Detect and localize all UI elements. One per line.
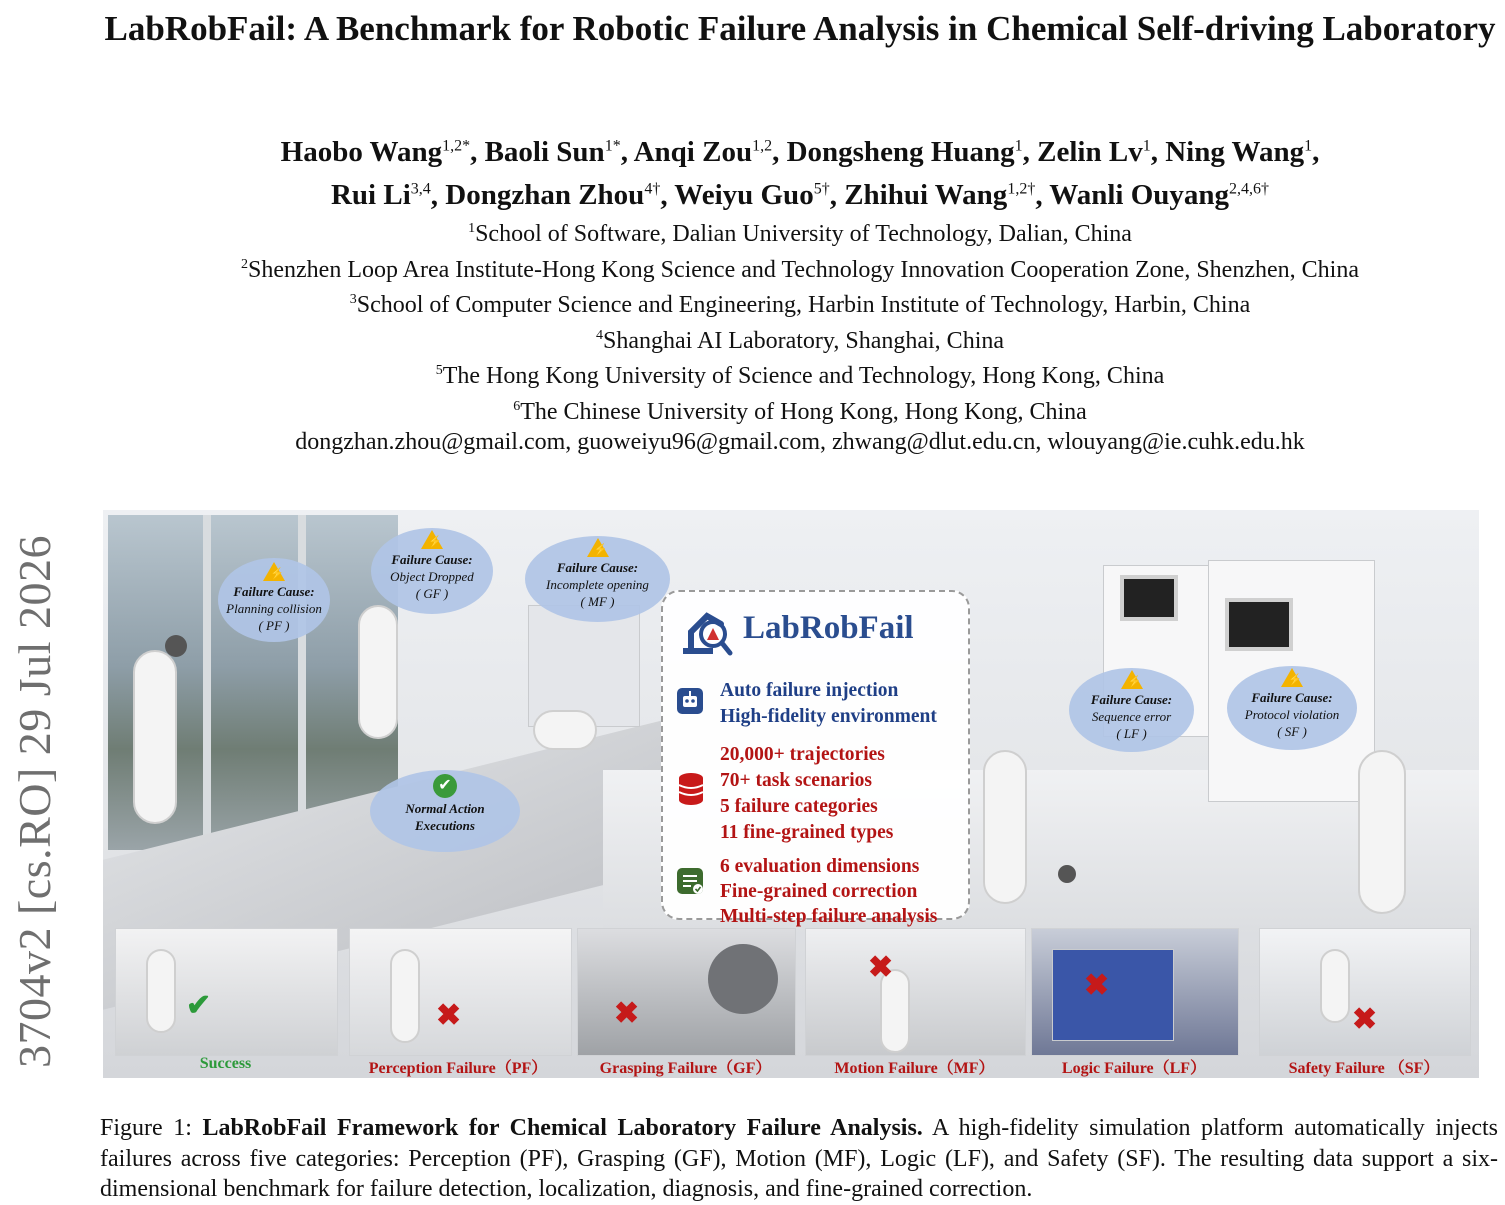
scenario-tile-perception bbox=[349, 928, 572, 1056]
failure-cause-bubble-lf: ⚡ Failure Cause: Sequence error ( LF ) bbox=[1069, 668, 1194, 752]
author-list: Haobo Wang$^{1,2*}$, Baoli Sun$^{1*}$, Anqi Zou$^{1,2}$, Dongsheng Huang$^1$, Zelin Lv$^1$, Ning Wang$^1$, Rui Li$^{3,4}$, Dongzhan Zhou$^{4\dagger}$, Weiyu Guo$^{5\dagger}$, Zhihui Wang$^{1,2\dagger}$, Wanli Ouyang$^{2,4,6\dagger}$ bbox=[280, 135, 1320, 212]
paper-title: LabRobFail: A Benchmark for Robotic Failure Analysis in Chemical Self-driving Laboratory bbox=[104, 9, 1496, 48]
feature-line: 5 failure categories bbox=[720, 796, 878, 817]
database-icon bbox=[677, 772, 703, 798]
failure-cause-bubble-pf: ⚡ Failure Cause: Planning collision ( PF ) bbox=[218, 558, 330, 642]
affiliation: $^4$Shanghai AI Laboratory, Shanghai, China bbox=[595, 327, 1005, 354]
email-list: dongzhan.zhou@gmail.com, guoweiyu96@gmail.com, zhwang@dlut.edu.cn, wlouyang@ie.cuhk.edu.hk bbox=[295, 429, 1305, 455]
document-check-icon bbox=[677, 868, 703, 894]
cross-icon: ✖ bbox=[868, 951, 894, 984]
robot-arm bbox=[133, 650, 177, 824]
tile-label: Grasping Failure（GF） bbox=[599, 1060, 772, 1077]
failure-cause-bubble-sf: ⚡ Failure Cause: Protocol violation ( SF ) bbox=[1227, 666, 1357, 750]
tile-label: Logic Failure（LF） bbox=[1061, 1060, 1207, 1077]
feature-line: 6 evaluation dimensions bbox=[720, 856, 920, 877]
affiliation: $^1$School of Software, Dalian University of Technology, Dalian, China bbox=[468, 221, 1132, 247]
affiliation: $^3$School of Computer Science and Engineering, Harbin Institute of Technology, Harbin, China bbox=[349, 292, 1251, 318]
cross-icon: ✖ bbox=[614, 997, 640, 1030]
tile-label: Safety Failure （SF） bbox=[1288, 1060, 1440, 1077]
tile-label: Motion Failure（MF） bbox=[834, 1060, 995, 1077]
cross-icon: ✖ bbox=[1084, 969, 1110, 1002]
warning-icon: ⚡ bbox=[1121, 670, 1143, 689]
feature-line: 11 fine-grained types bbox=[720, 822, 894, 843]
monitor-screen bbox=[1225, 598, 1293, 651]
author: Ning Wang$^1$ bbox=[1165, 135, 1313, 168]
figure-caption: Figure 1: LabRobFail Framework for Chemical Laboratory Failure Analysis. A high-fidelity simulation platform automatically injects failures across five categories: Perception (PF), Grasping (GF), Motion (MF), Logic (LF), and Safety (SF). The resulting data support a six-dimensional benchmark for failure detection, localization, diagnosis, and fine-grained correction. bbox=[100, 1115, 1498, 1202]
warning-icon: ⚡ bbox=[263, 562, 285, 581]
robot-arm bbox=[358, 605, 398, 739]
scenario-tile-motion bbox=[805, 928, 1026, 1056]
author: Zelin Lv$^1$ bbox=[1037, 135, 1151, 168]
arxiv-identifier: 3704v2 [cs.RO] 29 Jul 2026 bbox=[9, 535, 60, 1069]
cross-icon: ✖ bbox=[1352, 1003, 1378, 1036]
feature-line: High-fidelity environment bbox=[720, 706, 937, 727]
affiliation-list bbox=[100, 214, 1500, 458]
author: Dongzhan Zhou$^{4\dagger}$ bbox=[445, 179, 661, 212]
failure-cause-bubble-gf: ⚡ Failure Cause: Object Dropped ( GF ) bbox=[371, 528, 493, 614]
feature-line: Fine-grained correction bbox=[720, 881, 918, 902]
author: Rui Li$^{3,4}$ bbox=[330, 179, 431, 212]
framework-figure bbox=[103, 510, 1479, 1078]
feature-line: Auto failure injection bbox=[720, 680, 899, 701]
affiliation: $^5$The Hong Kong University of Science and Technology, Hong Kong, China bbox=[435, 363, 1165, 389]
incubator bbox=[528, 605, 640, 727]
robot-arm-logo-icon bbox=[677, 602, 733, 658]
author: Zhihui Wang$^{1,2\dagger}$ bbox=[844, 179, 1036, 212]
monitor-screen bbox=[1120, 575, 1178, 621]
warning-icon: ⚡ bbox=[587, 538, 609, 557]
warning-icon: ⚡ bbox=[421, 530, 443, 549]
robot-arm bbox=[983, 750, 1027, 904]
author: Wanli Ouyang$^{2,4,6\dagger}$ bbox=[1049, 179, 1270, 212]
robot-arm bbox=[533, 710, 597, 750]
robot-icon bbox=[677, 688, 703, 714]
scenario-tile-safety bbox=[1259, 928, 1471, 1056]
author: Haobo Wang$^{1,2*}$ bbox=[280, 135, 471, 168]
scenario-tile-success bbox=[115, 928, 338, 1056]
author: Weiyu Guo$^{5\dagger}$ bbox=[674, 179, 830, 212]
affiliation: $^2$Shenzhen Loop Area Institute-Hong Kong Science and Technology Innovation Cooperation Zone, Shenzhen, China bbox=[241, 256, 1359, 283]
robot-joint bbox=[1058, 865, 1076, 883]
check-circle-icon: ✔ bbox=[433, 774, 457, 798]
author: Anqi Zou$^{1,2}$ bbox=[633, 135, 773, 168]
cross-icon: ✖ bbox=[436, 999, 462, 1032]
scenario-tile-grasping bbox=[577, 928, 796, 1056]
normal-action-bubble: ✔ Normal Action Executions bbox=[370, 770, 520, 852]
labrobfail-summary-panel bbox=[661, 590, 970, 927]
failure-cause-bubble-mf: ⚡ Failure Cause: Incomplete opening ( MF ) bbox=[525, 536, 670, 622]
feature-line: Multi-step failure analysis bbox=[720, 906, 938, 927]
warning-icon: ⚡ bbox=[1281, 668, 1303, 687]
feature-line: 70+ task scenarios bbox=[720, 770, 872, 791]
tile-label: Success bbox=[199, 1055, 252, 1072]
tile-label: Perception Failure（PF） bbox=[368, 1060, 548, 1077]
author: Baoli Sun$^{1*}$ bbox=[484, 135, 621, 168]
checkmark-icon: ✔ bbox=[186, 989, 212, 1022]
robot-arm bbox=[1358, 750, 1406, 914]
robot-joint bbox=[165, 635, 187, 657]
scenario-tile-logic bbox=[1031, 928, 1239, 1056]
feature-line: 20,000+ trajectories bbox=[720, 744, 885, 765]
panel-title: LabRobFail bbox=[743, 610, 914, 646]
author: Dongsheng Huang$^1$ bbox=[786, 135, 1023, 168]
affiliation: $^6$The Chinese University of Hong Kong, Hong Kong, China bbox=[513, 398, 1087, 425]
